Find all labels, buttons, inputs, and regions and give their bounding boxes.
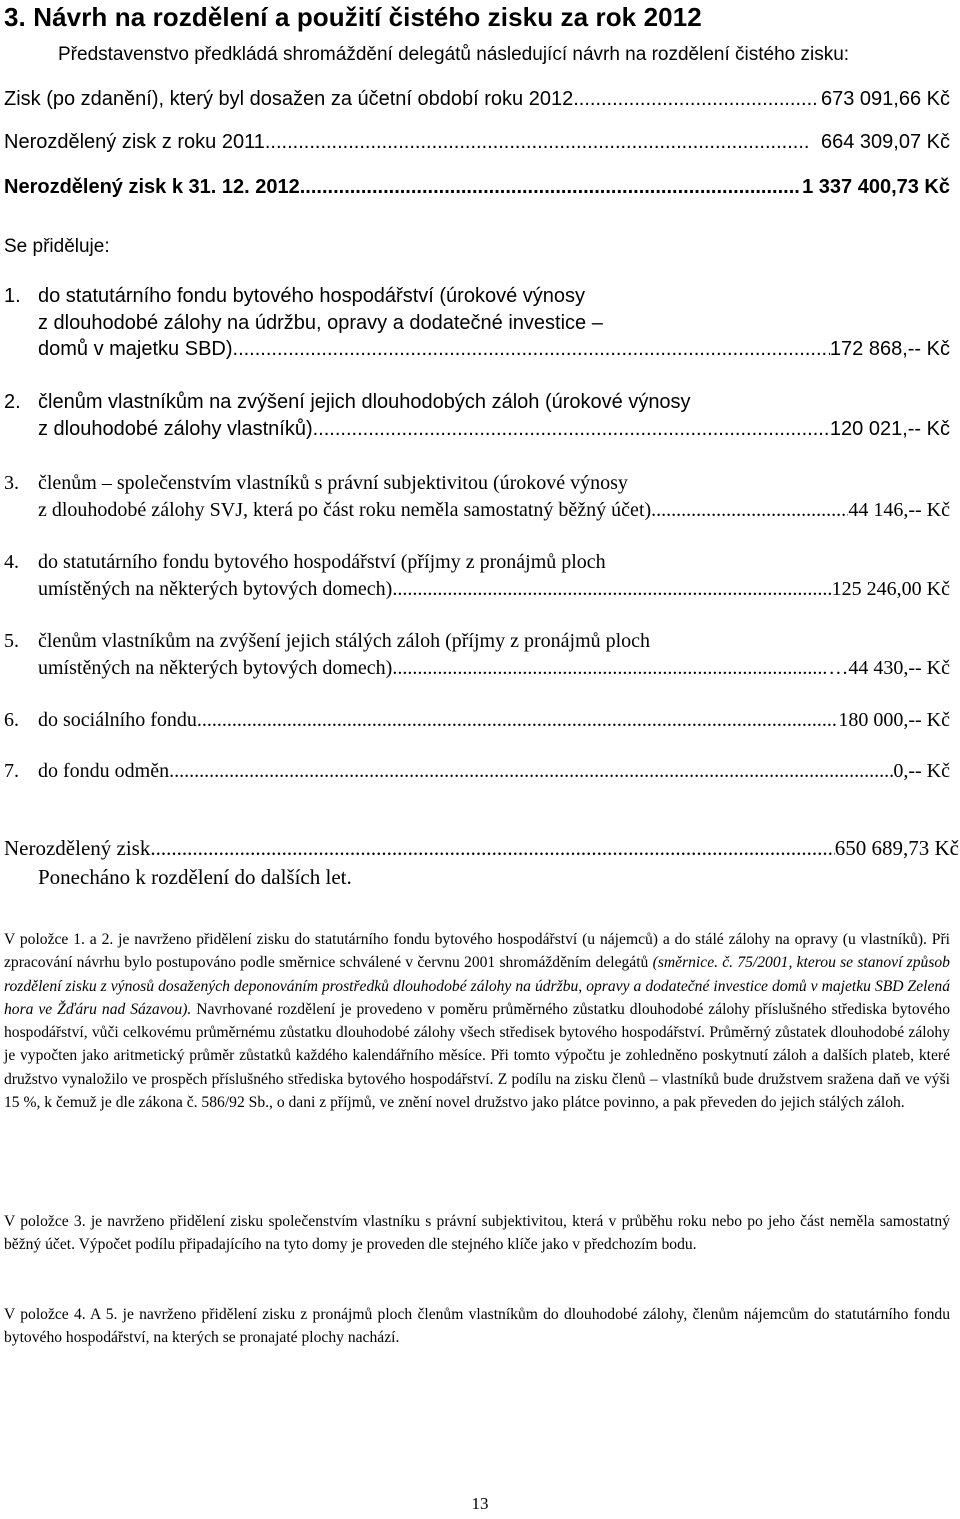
item-amount: 172 868,-- Kč <box>829 338 950 360</box>
allocation-item-2 <box>4 389 950 445</box>
summary-amount: 1 337 400,73 Kč <box>802 176 950 198</box>
paragraph-italic-text: (směrnice. č. 75/2001, kterou se stanoví způsob rozdělení zisku z výnosů dosažených deponováním prostředků dlouhodobé zálohy na údržbu, opravy a dodatečné investice domů v majetku SBD Zelená hora ve Žďáru nad Sázavou). <box>4 954 950 1018</box>
allocation-item-3 <box>4 470 950 526</box>
paragraph-text: V položce 1. a 2. je navrženo přidělení zisku do statutárního fondu bytového hospodářství (u nájemců) a do stálé zálohy na opravy (u vlastníků). Při zpracování návrhu bylo postupováno podle směrnice schválené v červnu 2001 shromážděním delegátů <box>4 931 950 972</box>
item-line: členům vlastníkům na zvýšení jejich stálých záloh (příjmy z pronájmů ploch <box>38 630 651 652</box>
paragraph-items-4-5 <box>4 1303 950 1350</box>
dot-leader <box>265 131 811 154</box>
paragraph-item-3 <box>4 1210 950 1257</box>
allocation-item-4 <box>4 549 950 605</box>
item-line: do fondu odměn <box>38 760 170 782</box>
dot-leader <box>392 655 828 682</box>
item-line: členům vlastníkům na zvýšení jejich dlouhodobých záloh (úrokové výnosy <box>38 391 691 413</box>
item-amount: 180 000,-- Kč <box>838 709 950 731</box>
paragraph-text: Navrhované rozdělení je provedeno v poměru průměrného zůstatku dlouhodobé zálohy příslušného střediska bytového hospodářství, vůči celkovému průměrnému zůstatku dlouhodobé zálohy všech středisek bytového hospodářství. Průměrný zůstatek dlouhodobé zálohy je vypočten jako aritmetický průměr zůstatků každého kalendářního měsíce. Při tomto výpočtu je zohledněno poskytnutí záloh a dalších plateb, které družstvo vynaložilo ve prospěch příslušného střediska bytového hospodářství. Z podílu na zisku členů – vlastníků bude družstvem sražena daň ve výši 15 %, k čemuž je dle zákona č. 586/92 Sb., o dani z příjmů, ve znění novel družstvo jako plátce povinno, a pak převeden do jejich stálých záloh. <box>4 1000 950 1112</box>
item-number: 3. <box>4 472 19 494</box>
dot-leader <box>573 88 819 111</box>
item-line: z dlouhodobé zálohy na údržbu, opravy a dodatečné investice – <box>38 311 603 334</box>
item-amount: 120 021,-- Kč <box>829 417 950 440</box>
item-line: umístěných na některých bytových domech) <box>38 656 393 679</box>
item-number: 1. <box>4 285 21 307</box>
page-number: 13 <box>471 1494 489 1513</box>
residual-label: Nerozdělený zisk <box>4 836 151 860</box>
item-number: 4. <box>4 551 19 573</box>
summary-label: Zisk (po zdanění), který byl dosažen za účetní období roku 2012 <box>4 88 574 110</box>
section-heading: 3. Návrh na rozdělení a použití čistého zisku za rok 2012 <box>4 2 702 32</box>
item-line: umístěných na některých bytových domech) <box>38 577 393 600</box>
summary-row-2011 <box>4 131 950 161</box>
item-line: z dlouhodobé zálohy SVJ, která po část roku neměla samostatný běžný účet) <box>38 498 652 521</box>
item-amount: …44 430,-- Kč <box>828 656 950 679</box>
dot-leader <box>651 497 848 524</box>
summary-row-profit <box>4 88 950 118</box>
summary-label: Nerozdělený zisk k 31. 12. 2012 <box>4 176 300 198</box>
allocation-item-1 <box>4 283 950 365</box>
item-number: 2. <box>4 391 21 413</box>
dot-leader <box>233 336 830 363</box>
item-line: do statutárního fondu bytového hospodářství (příjmy z pronájmů ploch <box>38 551 606 573</box>
item-amount: 125 246,00 Kč <box>831 577 950 600</box>
paragraph-text: V položce 4. A 5. je navrženo přidělení zisku z pronájmů ploch členům vlastníkům do dlouhodobé zálohy, členům nájemcům do statutárního fondu bytového hospodářství, na kterých se pronajaté plochy nachází. <box>4 1306 950 1347</box>
item-amount: 44 146,-- Kč <box>848 498 950 521</box>
summary-label: Nerozdělený zisk z roku 2011 <box>4 131 265 153</box>
item-line: do statutárního fondu bytového hospodářství (úrokové výnosy <box>38 285 586 307</box>
item-number: 7. <box>4 760 19 782</box>
intro-text: Představenstvo předkládá shromáždění delegátů následující návrh na rozdělení čistého zisku: <box>58 44 850 65</box>
allocation-label: Se přiděluje: <box>4 236 110 257</box>
item-line: z dlouhodobé zálohy vlastníků) <box>38 417 313 440</box>
residual-amount: 650 689,73 Kč <box>834 836 959 860</box>
dot-leader <box>392 576 831 603</box>
item-line: do sociálního fondu <box>38 709 197 731</box>
allocation-item-7 <box>4 758 950 786</box>
summary-amount: 664 309,07 Kč <box>821 131 950 153</box>
item-line: členům – společenstvím vlastníků s právní subjektivitou (úrokové výnosy <box>38 472 628 494</box>
allocation-item-6 <box>4 707 950 735</box>
dot-leader <box>313 416 830 443</box>
dot-leader <box>300 176 801 199</box>
item-line: domů v majetku SBD) <box>38 338 233 360</box>
item-number: 6. <box>4 709 19 731</box>
dot-leader <box>150 834 834 863</box>
allocation-item-5 <box>4 628 950 684</box>
summary-row-total <box>4 176 950 206</box>
residual-profit <box>4 834 959 892</box>
dot-leader <box>169 758 893 785</box>
dot-leader <box>197 707 838 734</box>
paragraph-text: V položce 3. je navrženo přidělení zisku společenstvím vlastníku s právní subjektivitou, která v průběhu roku nebo po jeho část neměla samostatný běžný účet. Výpočet podílu připadajícího na tyto domy je proveden dle stejného klíče jako v předchozím bodu. <box>4 1213 950 1254</box>
residual-note: Ponecháno k rozdělení do dalších let. <box>38 865 352 889</box>
item-number: 5. <box>4 630 19 652</box>
item-amount: 0,-- Kč <box>893 760 950 782</box>
summary-amount: 673 091,66 Kč <box>821 88 950 110</box>
paragraph-items-1-2 <box>4 928 950 1114</box>
